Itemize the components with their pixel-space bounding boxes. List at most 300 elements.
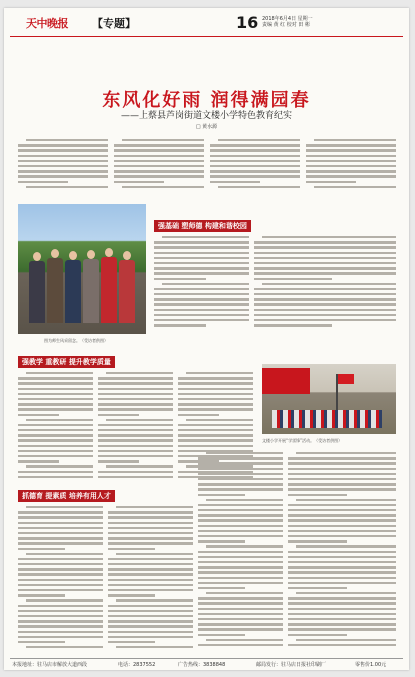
text-line — [206, 452, 283, 454]
text-line — [210, 155, 300, 157]
text-line — [18, 548, 65, 550]
text-line — [288, 462, 396, 464]
text-line — [18, 181, 68, 183]
text-line — [154, 293, 249, 295]
text-line — [18, 568, 103, 570]
text-line — [18, 579, 103, 581]
text-line — [288, 525, 396, 527]
body-text-column — [114, 139, 204, 191]
text-line — [108, 615, 193, 617]
text-line — [98, 398, 173, 400]
person-head — [69, 251, 77, 260]
text-line — [306, 160, 396, 162]
text-line — [114, 165, 204, 167]
text-line — [198, 577, 283, 579]
text-line — [296, 545, 396, 547]
footer-address: 本报地址：驻马店市解放大道西段 — [12, 662, 88, 668]
person-figure — [101, 257, 117, 323]
text-line — [108, 511, 193, 513]
text-line — [18, 439, 93, 441]
text-line — [198, 514, 283, 516]
text-line — [198, 566, 283, 568]
date-line — [262, 16, 313, 28]
text-line — [288, 551, 396, 553]
text-line — [106, 419, 173, 421]
text-line — [114, 155, 204, 157]
text-line — [18, 516, 103, 518]
text-line — [26, 186, 108, 188]
students-row — [272, 410, 382, 428]
text-line — [108, 641, 155, 643]
text-line — [26, 372, 93, 374]
text-line — [254, 257, 396, 259]
text-line — [288, 457, 396, 459]
flag — [338, 374, 354, 384]
text-line — [262, 283, 396, 285]
text-line — [154, 241, 249, 243]
text-line — [18, 620, 103, 622]
text-line — [162, 236, 249, 238]
text-line — [288, 608, 396, 610]
person-head — [51, 249, 59, 258]
text-line — [108, 610, 193, 612]
text-line — [288, 587, 347, 589]
text-line — [162, 283, 249, 285]
text-line — [296, 499, 396, 501]
text-line — [154, 278, 206, 280]
text-line — [154, 288, 249, 290]
text-line — [108, 594, 155, 596]
text-line — [198, 613, 283, 615]
text-line — [98, 476, 173, 478]
text-line — [198, 509, 283, 511]
text-line — [114, 181, 164, 183]
text-line — [288, 473, 396, 475]
body-text-column — [306, 139, 396, 191]
body-text-column — [210, 139, 300, 191]
section-heading: 强基础 塑师德 构建和谐校园 — [154, 220, 251, 232]
text-line — [206, 545, 283, 547]
text-line — [178, 408, 253, 410]
body-text-column — [198, 452, 283, 652]
headline: 东风化好雨 润得满园春 — [102, 90, 311, 111]
person-head — [87, 250, 95, 259]
text-line — [288, 597, 396, 599]
text-line — [98, 460, 139, 462]
person-head — [105, 248, 113, 257]
text-line — [108, 636, 193, 638]
text-line — [116, 599, 193, 601]
text-line — [206, 592, 283, 594]
person-head — [123, 251, 131, 260]
text-line — [254, 288, 396, 290]
text-line — [154, 314, 249, 316]
text-line — [254, 303, 396, 305]
text-line — [198, 561, 283, 563]
text-line — [18, 476, 93, 478]
text-line — [288, 514, 396, 516]
text-line — [288, 561, 396, 563]
text-line — [210, 175, 300, 177]
text-line — [288, 509, 396, 511]
text-line — [178, 393, 253, 395]
publish-date: 2018年6月4日 星期一 — [262, 16, 313, 22]
text-line — [206, 499, 283, 501]
text-line — [26, 553, 103, 555]
text-line — [198, 587, 245, 589]
text-line — [262, 236, 396, 238]
text-line — [18, 631, 103, 633]
text-line — [18, 434, 93, 436]
text-line — [18, 584, 103, 586]
text-line — [288, 644, 396, 646]
text-line — [288, 634, 347, 636]
text-line — [210, 144, 300, 146]
text-line — [254, 314, 396, 316]
text-line — [18, 460, 59, 462]
text-line — [18, 542, 103, 544]
text-line — [18, 165, 108, 167]
text-line — [122, 139, 204, 141]
footer-price: 零售价1.00元 — [355, 662, 387, 668]
activity-photo — [262, 364, 396, 434]
footer-mail: 邮局发行：驻马店日报社印刷厂 — [256, 662, 327, 668]
text-line — [198, 602, 283, 604]
text-line — [18, 393, 93, 395]
text-line — [254, 246, 396, 248]
text-line — [154, 298, 249, 300]
text-line — [18, 408, 93, 410]
text-line — [108, 537, 193, 539]
text-line — [18, 573, 103, 575]
text-line — [114, 160, 204, 162]
subheadline: ——上蔡县芦岗街道文楼小学特色教育纪实 — [120, 111, 292, 121]
text-line — [296, 639, 396, 641]
text-line — [178, 398, 253, 400]
text-line — [210, 149, 300, 151]
text-line — [178, 424, 253, 426]
text-line — [288, 602, 396, 604]
text-line — [18, 424, 93, 426]
text-line — [306, 165, 396, 167]
text-line — [288, 468, 396, 470]
text-line — [198, 571, 283, 573]
text-line — [198, 634, 245, 636]
text-line — [154, 257, 249, 259]
body-text-column — [154, 236, 249, 334]
text-line — [288, 504, 396, 506]
text-line — [198, 628, 283, 630]
body-text-column — [18, 506, 103, 652]
text-line — [122, 186, 204, 188]
text-line — [18, 414, 59, 416]
text-line — [198, 530, 283, 532]
text-line — [116, 646, 193, 648]
text-line — [198, 525, 283, 527]
text-line — [18, 625, 103, 627]
text-line — [198, 488, 283, 490]
text-line — [26, 465, 93, 467]
text-line — [186, 419, 253, 421]
body-text-column — [254, 236, 396, 334]
text-line — [288, 478, 396, 480]
text-line — [108, 522, 193, 524]
text-line — [154, 267, 249, 269]
text-line — [18, 149, 108, 151]
text-line — [18, 144, 108, 146]
text-line — [198, 618, 283, 620]
text-line — [288, 628, 396, 630]
text-line — [198, 582, 283, 584]
text-line — [98, 403, 173, 405]
text-line — [198, 473, 283, 475]
body-text-column — [288, 452, 396, 652]
text-line — [26, 139, 108, 141]
text-line — [154, 272, 249, 274]
section-heading: 强教学 重教研 提升教学质量 — [18, 356, 115, 368]
text-line — [218, 186, 300, 188]
text-line — [18, 511, 103, 513]
text-line — [254, 267, 396, 269]
text-line — [108, 631, 193, 633]
text-line — [116, 506, 193, 508]
text-line — [178, 403, 253, 405]
text-line — [198, 556, 283, 558]
footer-phone: 电话：2837552 — [118, 662, 156, 668]
text-line — [198, 623, 283, 625]
text-line — [198, 483, 283, 485]
text-line — [18, 527, 103, 529]
text-line — [98, 471, 173, 473]
text-line — [254, 298, 396, 300]
text-line — [306, 144, 396, 146]
text-line — [178, 445, 253, 447]
text-line — [306, 155, 396, 157]
text-line — [114, 170, 204, 172]
text-line — [18, 605, 103, 607]
text-line — [254, 252, 396, 254]
text-line — [288, 577, 396, 579]
text-line — [198, 468, 283, 470]
text-line — [288, 530, 396, 532]
text-line — [18, 398, 93, 400]
text-line — [98, 424, 173, 426]
text-line — [218, 139, 300, 141]
byline: □ 黄水源 — [195, 124, 218, 130]
text-line — [154, 303, 249, 305]
text-line — [18, 388, 93, 390]
text-line — [254, 278, 332, 280]
person-figure — [29, 261, 45, 323]
body-text-column — [18, 372, 93, 482]
text-line — [306, 181, 356, 183]
text-line — [186, 372, 253, 374]
text-line — [154, 262, 249, 264]
text-line — [288, 623, 396, 625]
text-line — [108, 573, 193, 575]
text-line — [18, 455, 93, 457]
text-line — [26, 506, 103, 508]
text-line — [198, 644, 283, 646]
text-line — [108, 563, 193, 565]
text-line — [288, 571, 396, 573]
text-line — [154, 246, 249, 248]
person-figure — [47, 258, 63, 323]
text-line — [26, 419, 93, 421]
body-text-column — [108, 506, 193, 652]
text-line — [178, 414, 219, 416]
text-line — [18, 160, 108, 162]
page-number: 16 — [236, 13, 259, 32]
section-heading: 抓德育 提素质 培养有用人才 — [18, 490, 115, 502]
text-line — [210, 181, 260, 183]
text-line — [254, 309, 396, 311]
text-line — [198, 597, 283, 599]
text-line — [98, 408, 173, 410]
page-sheet — [4, 8, 409, 670]
text-line — [108, 579, 193, 581]
body-text-column — [98, 372, 173, 482]
text-line — [288, 483, 396, 485]
text-line — [178, 429, 253, 431]
text-line — [106, 465, 173, 467]
text-line — [198, 462, 283, 464]
text-line — [198, 478, 283, 480]
text-line — [108, 527, 193, 529]
text-line — [288, 488, 396, 490]
text-line — [108, 620, 193, 622]
text-line — [18, 522, 103, 524]
text-line — [288, 618, 396, 620]
text-line — [18, 589, 103, 591]
text-line — [154, 319, 249, 321]
text-line — [108, 584, 193, 586]
text-line — [114, 144, 204, 146]
text-line — [288, 494, 347, 496]
text-line — [254, 262, 396, 264]
text-line — [154, 324, 206, 326]
text-line — [198, 519, 283, 521]
text-line — [296, 592, 396, 594]
text-line — [154, 252, 249, 254]
text-line — [98, 429, 173, 431]
text-line — [18, 615, 103, 617]
text-line — [198, 551, 283, 553]
text-line — [98, 434, 173, 436]
text-line — [306, 149, 396, 151]
text-line — [98, 439, 173, 441]
text-line — [178, 434, 253, 436]
text-line — [314, 139, 396, 141]
footer-ad-phone: 广告热线：3838848 — [178, 662, 226, 668]
text-line — [18, 382, 93, 384]
text-line — [178, 439, 253, 441]
photo-caption: 图为师生风采留念。（受访者供图） — [44, 338, 108, 343]
text-line — [206, 639, 283, 641]
text-line — [18, 563, 103, 565]
person-figure — [83, 259, 99, 323]
text-line — [18, 641, 65, 643]
text-line — [210, 165, 300, 167]
text-line — [98, 382, 173, 384]
text-line — [198, 535, 283, 537]
text-line — [116, 553, 193, 555]
text-line — [178, 388, 253, 390]
text-line — [114, 175, 204, 177]
newspaper-logo: 天中晚报 — [26, 17, 68, 30]
text-line — [254, 319, 396, 321]
text-line — [306, 175, 396, 177]
text-line — [288, 566, 396, 568]
text-line — [108, 558, 193, 560]
text-line — [288, 519, 396, 521]
text-line — [98, 445, 173, 447]
text-line — [108, 548, 155, 550]
group-photo — [18, 204, 146, 334]
text-line — [254, 241, 396, 243]
text-line — [18, 170, 108, 172]
text-line — [288, 556, 396, 558]
text-line — [154, 309, 249, 311]
body-text-column — [18, 139, 108, 191]
text-line — [288, 613, 396, 615]
text-line — [254, 293, 396, 295]
text-line — [114, 149, 204, 151]
text-line — [108, 605, 193, 607]
footer — [10, 658, 403, 669]
text-line — [314, 186, 396, 188]
text-line — [108, 532, 193, 534]
text-line — [18, 377, 93, 379]
text-line — [198, 494, 245, 496]
text-line — [108, 589, 193, 591]
text-line — [198, 608, 283, 610]
person-figure — [119, 260, 135, 323]
text-line — [18, 537, 103, 539]
text-line — [108, 568, 193, 570]
text-line — [178, 377, 253, 379]
text-line — [98, 393, 173, 395]
text-line — [18, 471, 93, 473]
text-line — [98, 377, 173, 379]
text-line — [108, 516, 193, 518]
text-line — [108, 625, 193, 627]
text-line — [18, 558, 103, 560]
text-line — [254, 272, 396, 274]
text-line — [288, 540, 347, 542]
text-line — [26, 646, 103, 648]
person-figure — [65, 260, 81, 323]
text-line — [26, 599, 103, 601]
text-line — [18, 429, 93, 431]
text-line — [296, 452, 396, 454]
text-line — [254, 324, 332, 326]
text-line — [198, 504, 283, 506]
masthead — [4, 12, 409, 34]
text-line — [18, 610, 103, 612]
editor-credit: 责编 黄 红 校对 田 彬 — [262, 22, 310, 28]
text-line — [18, 450, 93, 452]
text-line — [18, 403, 93, 405]
text-line — [178, 382, 253, 384]
text-line — [198, 457, 283, 459]
section-name: 【专题】 — [92, 17, 136, 30]
text-line — [98, 388, 173, 390]
text-line — [306, 170, 396, 172]
text-line — [106, 372, 173, 374]
text-line — [18, 594, 65, 596]
text-line — [288, 535, 396, 537]
